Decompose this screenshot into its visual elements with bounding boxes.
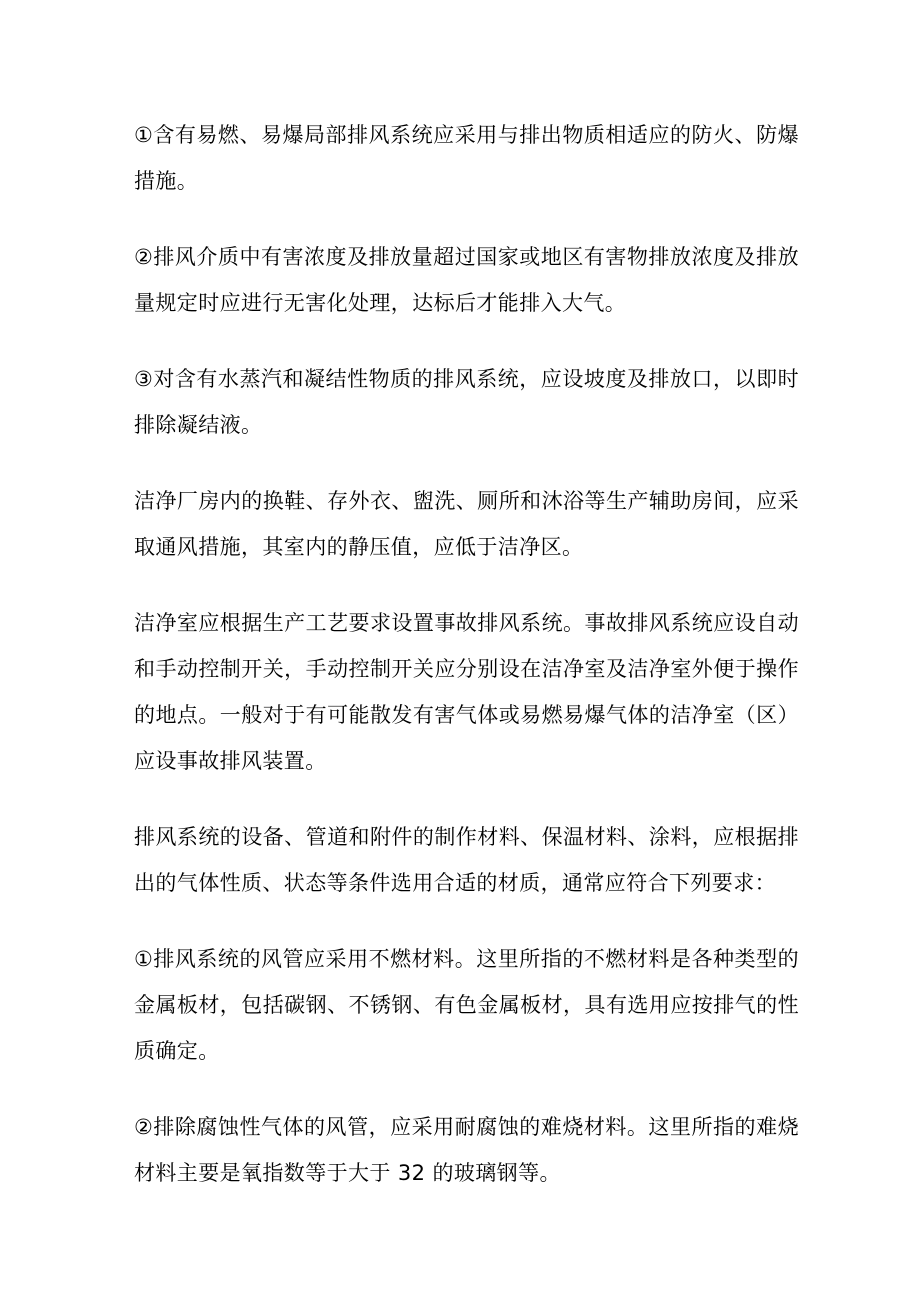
paragraph-condensate: ③对含有水蒸汽和凝结性物质的排风系统，应设坡度及排放口，以即时排除凝结液。 xyxy=(134,367,799,437)
paragraph-emergency-exhaust: 洁净室应根据生产工艺要求设置事故排风系统。事故排风系统应设自动和手动控制开关，手动控制开关应分别设在洁净室及洁净室外便于操作的地点。一般对于有可能散发有害气体或易燃易爆气体的洁净室（区）应设事故排风装置。 xyxy=(134,611,799,773)
paragraph-corrosive-gas-duct: ②排除腐蚀性气体的风管，应采用耐腐蚀的难烧材料。这里所指的难烧材料主要是氧指数等于大于 32 的玻璃钢等。 xyxy=(134,1115,799,1185)
paragraph-harmful-concentration: ②排风介质中有害浓度及排放量超过国家或地区有害物排放浓度及排放量规定时应进行无害化处理，达标后才能排入大气。 xyxy=(134,245,799,315)
paragraph-flammable-exhaust: ①含有易燃、易爆局部排风系统应采用与排出物质相适应的防火、防爆措施。 xyxy=(134,123,799,193)
paragraph-auxiliary-rooms: 洁净厂房内的换鞋、存外衣、盥洗、厕所和沐浴等生产辅助房间，应采取通风措施，其室内的静压值，应低于洁净区。 xyxy=(134,489,799,559)
paragraph-materials-requirements: 排风系统的设备、管道和附件的制作材料、保温材料、涂料，应根据排出的气体性质、状态等条件选用合适的材质，通常应符合下列要求： xyxy=(134,825,799,895)
paragraph-noncombustible-duct: ①排风系统的风管应采用不燃材料。这里所指的不燃材料是各种类型的金属板材，包括碳钢、不锈钢、有色金属板材，具有选用应按排气的性质确定。 xyxy=(134,947,799,1063)
document-body xyxy=(134,112,799,1226)
